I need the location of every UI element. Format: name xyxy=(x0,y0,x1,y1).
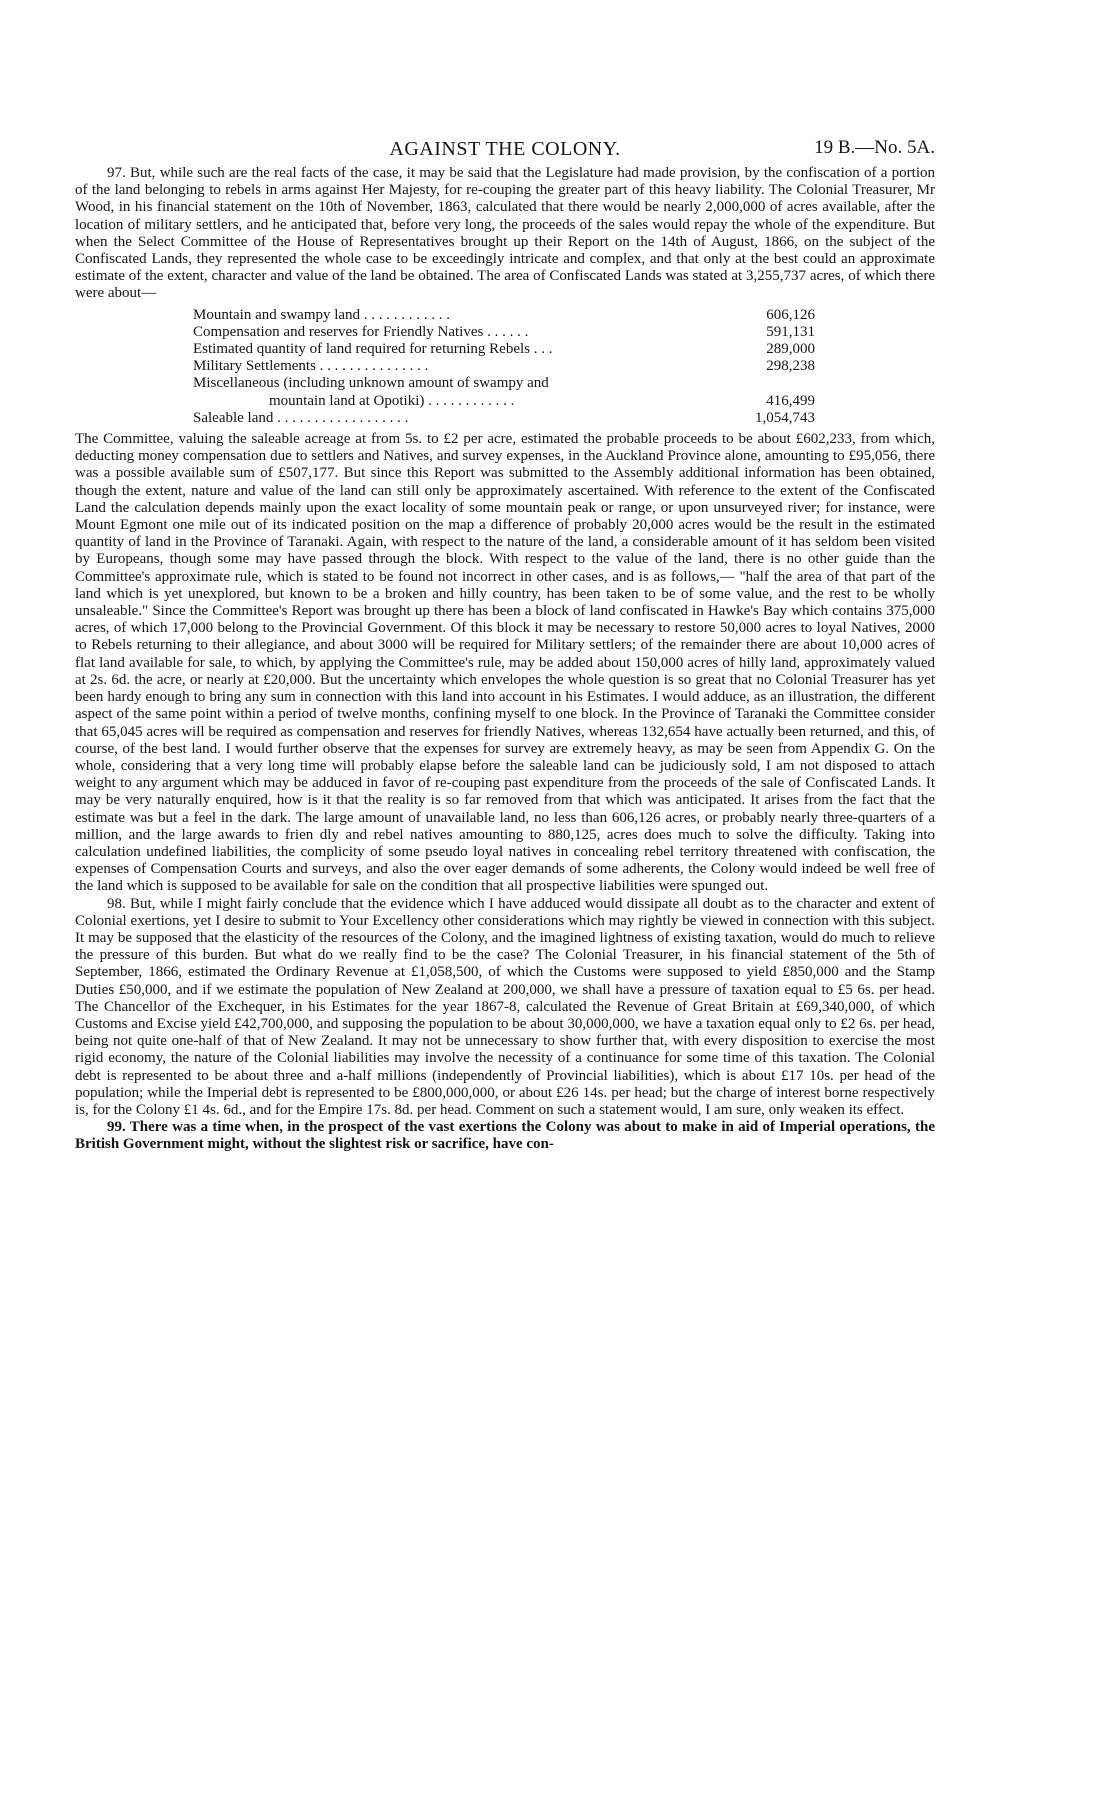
row-value: 298,238 xyxy=(766,358,815,375)
paragraph-99: 99. There was a time when, in the prospect of the vast exertions the Colony was about to make in aid of Imperial operations, the British Government might, without the slightest risk or sacrifice, have con- xyxy=(75,1119,935,1153)
row-value: 606,126 xyxy=(766,306,815,323)
row-label: Compensation and reserves for Friendly Natives . . . . . . xyxy=(193,323,529,340)
table-row xyxy=(193,375,815,392)
table-row xyxy=(193,341,815,358)
row-value: 416,499 xyxy=(766,392,815,409)
table-row xyxy=(193,410,815,427)
row-value: 591,131 xyxy=(766,323,815,340)
row-label: Military Settlements . . . . . . . . . . . . . . . xyxy=(193,358,429,375)
paragraph-97-intro: 97. But, while such are the real facts of the case, it may be said that the Legislature had made provision, by the confiscation of a portion of the land belonging to rebels in arms against Her Majesty, for re-couping the greater part of this heavy liability. The Colonial Treasurer, Mr Wood, in his financial statement on the 10th of November, 1863, calculated that there would be nearly 2,000,000 of acres available, after the location of military settlers, and he anticipated that, before very long, the proceeds of the sales would repay the whole of the expenditure. But when the Select Committee of the House of Representatives brought up their Report on the 14th of August, 1866, on the subject of the Confiscated Lands, they represented the whole case to be exceedingly intricate and complex, and that only at the best could an approximate estimate of the extent, character and value of the land be obtained. The area of Confiscated Lands was stated at 3,255,737 acres, of which there were about— xyxy=(75,165,935,302)
row-label: Saleable land . . . . . . . . . . . . . . . . . . xyxy=(193,409,409,426)
table-row xyxy=(193,324,815,341)
document-reference: 19 B.—No. 5A. xyxy=(814,137,935,158)
row-label: Estimated quantity of land required for returning Rebels . . . xyxy=(193,341,553,358)
row-label: Miscellaneous (including unknown amount of swampy and xyxy=(193,375,549,392)
page-header xyxy=(75,0,935,165)
table-row xyxy=(193,307,815,324)
paragraph-98: 98. But, while I might fairly conclude that the evidence which I have adduced would dissipate all doubt as to the character and extent of Colonial exertions, yet I desire to submit to Your Excellency other considerations which may rightly be viewed in connection with this subject. It may be supposed that the elasticity of the resources of the Colony, and the imagined lightness of existing taxation, would do much to relieve the pressure of this burden. But what do we really find to be the case? The Colonial Treasurer, in his financial statement of the 5th of September, 1866, estimated the Ordinary Revenue at £1,058,500, of which the Customs were supposed to yield £850,000 and the Stamp Duties £50,000, and if we estimate the population of New Zealand at 200,000, we shall have a pressure of taxation equal to £5 6s. per head. The Chancellor of the Exchequer, in his Estimates for the year 1867-8, calculated the Revenue of Great Britain at £69,340,000, of which Customs and Excise yield £42,700,000, and supposing the population to be about 30,000,000, we have a taxation equal only to £2 6s. per head, being not quite one-half of that of New Zealand. It may not be unnecessary to show further that, with every disposition to exercise the most rigid economy, the nature of the Colonial liabilities may involve the necessity of a continuance for some time of this taxation. The Colonial debt is represented to be about three and a-half millions (independently of Provincial liabilities), which is about £17 10s. per head of the population; while the Imperial debt is represented to be £800,000,000, or about £26 14s. per head; but the charge of interest borne respectively is, for the Colony £1 4s. 6d., and for the Empire 17s. 8d. per head. Comment on such a statement would, I am sure, only weaken its effect. xyxy=(75,895,935,1118)
row-value: 289,000 xyxy=(766,341,815,358)
table-row xyxy=(193,393,815,410)
document-page xyxy=(75,0,935,1154)
page-title: AGAINST THE COLONY. xyxy=(389,138,621,160)
row-label: Mountain and swampy land . . . . . . . . . . . . xyxy=(193,306,451,323)
confiscated-land-table xyxy=(193,307,815,427)
row-label: mountain land at Opotiki) . . . . . . . . . . . . xyxy=(269,392,515,409)
row-value: 1,054,743 xyxy=(755,409,815,426)
paragraph-97-body: The Committee, valuing the saleable acreage at from 5s. to £2 per acre, estimated the probable proceeds to be about £602,233, from which, deducting money compensation due to settlers and Natives, and survey expenses, in the Auckland Province alone, amounting to £95,056, there was a possible available sum of £507,177. But since this Report was submitted to the Assembly additional information has been obtained, though the extent, nature and value of the land can still only be approximately ascertained. With reference to the extent of the Confiscated Land the calculation depends mainly upon the exact locality of some mountain peak or range, or upon unsurveyed river; for instance, were Mount Egmont one mile out of its indicated position on the map a difference of probably 20,000 acres would be the result in the estimated quantity of land in the Province of Taranaki. Again, with respect to the nature of the land, a considerable amount of it has seldom been visited by Europeans, though some may have passed through the block. With respect to the value of the land, there is no other guide than the Committee's approximate rule, which is stated to be found not incorrect in other cases, and is as follows,— "half the area of that part of the land which is yet unexplored, but known to be a broken and hilly country, has been taken to be of some value, and the rest to be wholly unsaleable." Since the Committee's Report was brought up there has been a block of land confiscated in Hawke's Bay which contains 375,000 acres, of which 17,000 belong to the Provincial Government. Of this block it may be necessary to restore 50,000 acres to loyal Natives, 2000 to Rebels returning to their allegiance, and about 3000 will be required for Military settlers; of the remainder there are about 10,000 acres of flat land available for sale, to which, by applying the Committee's rule, may be added about 150,000 acres of hilly land, approximately valued at 2s. 6d. the acre, or nearly at £20,000. But the uncertainty which envelopes the whole question is so great that no Colonial Treasurer has yet been hardy enough to bring any sum in connection with this land into account in his Estimates. I would adduce, as an illustration, the different aspect of the same point within a period of twelve months, confining myself to one block. In the Province of Taranaki the Committee consider that 65,045 acres will be required as compensation and reserves for friendly Natives, whereas 132,654 have actually been returned, and this, of course, of the best land. I would further observe that the expenses for survey are extremely heavy, as may be seen from Appendix G. On the whole, considering that a very long time will probably elapse before the saleable land can be judiciously sold, I am not disposed to attach weight to any argument which may be adduced in favor of re-couping past expenditure from the proceeds of the sale of Confiscated Lands. It may be very naturally enquired, how is it that the reality is so far removed from that which was anticipated. It arises from the fact that the estimate was but a feel in the dark. The large amount of unavailable land, no less than 606,126 acres, or probably nearly three-quarters of a million, and the large awards to frien dly and rebel natives amounting to 880,125, acres does much to solve the difficulty. Taking into calculation undefined liabilities, the complicity of some pseudo loyal natives in concealing rebel territory threatened with confiscation, the expenses of Compensation Courts and surveys, and also the over eager demands of some adherents, the Colony would indeed be well free of the land which is supposed to be available for sale on the condition that all prospective liabilities were spunged out. xyxy=(75,431,935,895)
table-row xyxy=(193,358,815,375)
